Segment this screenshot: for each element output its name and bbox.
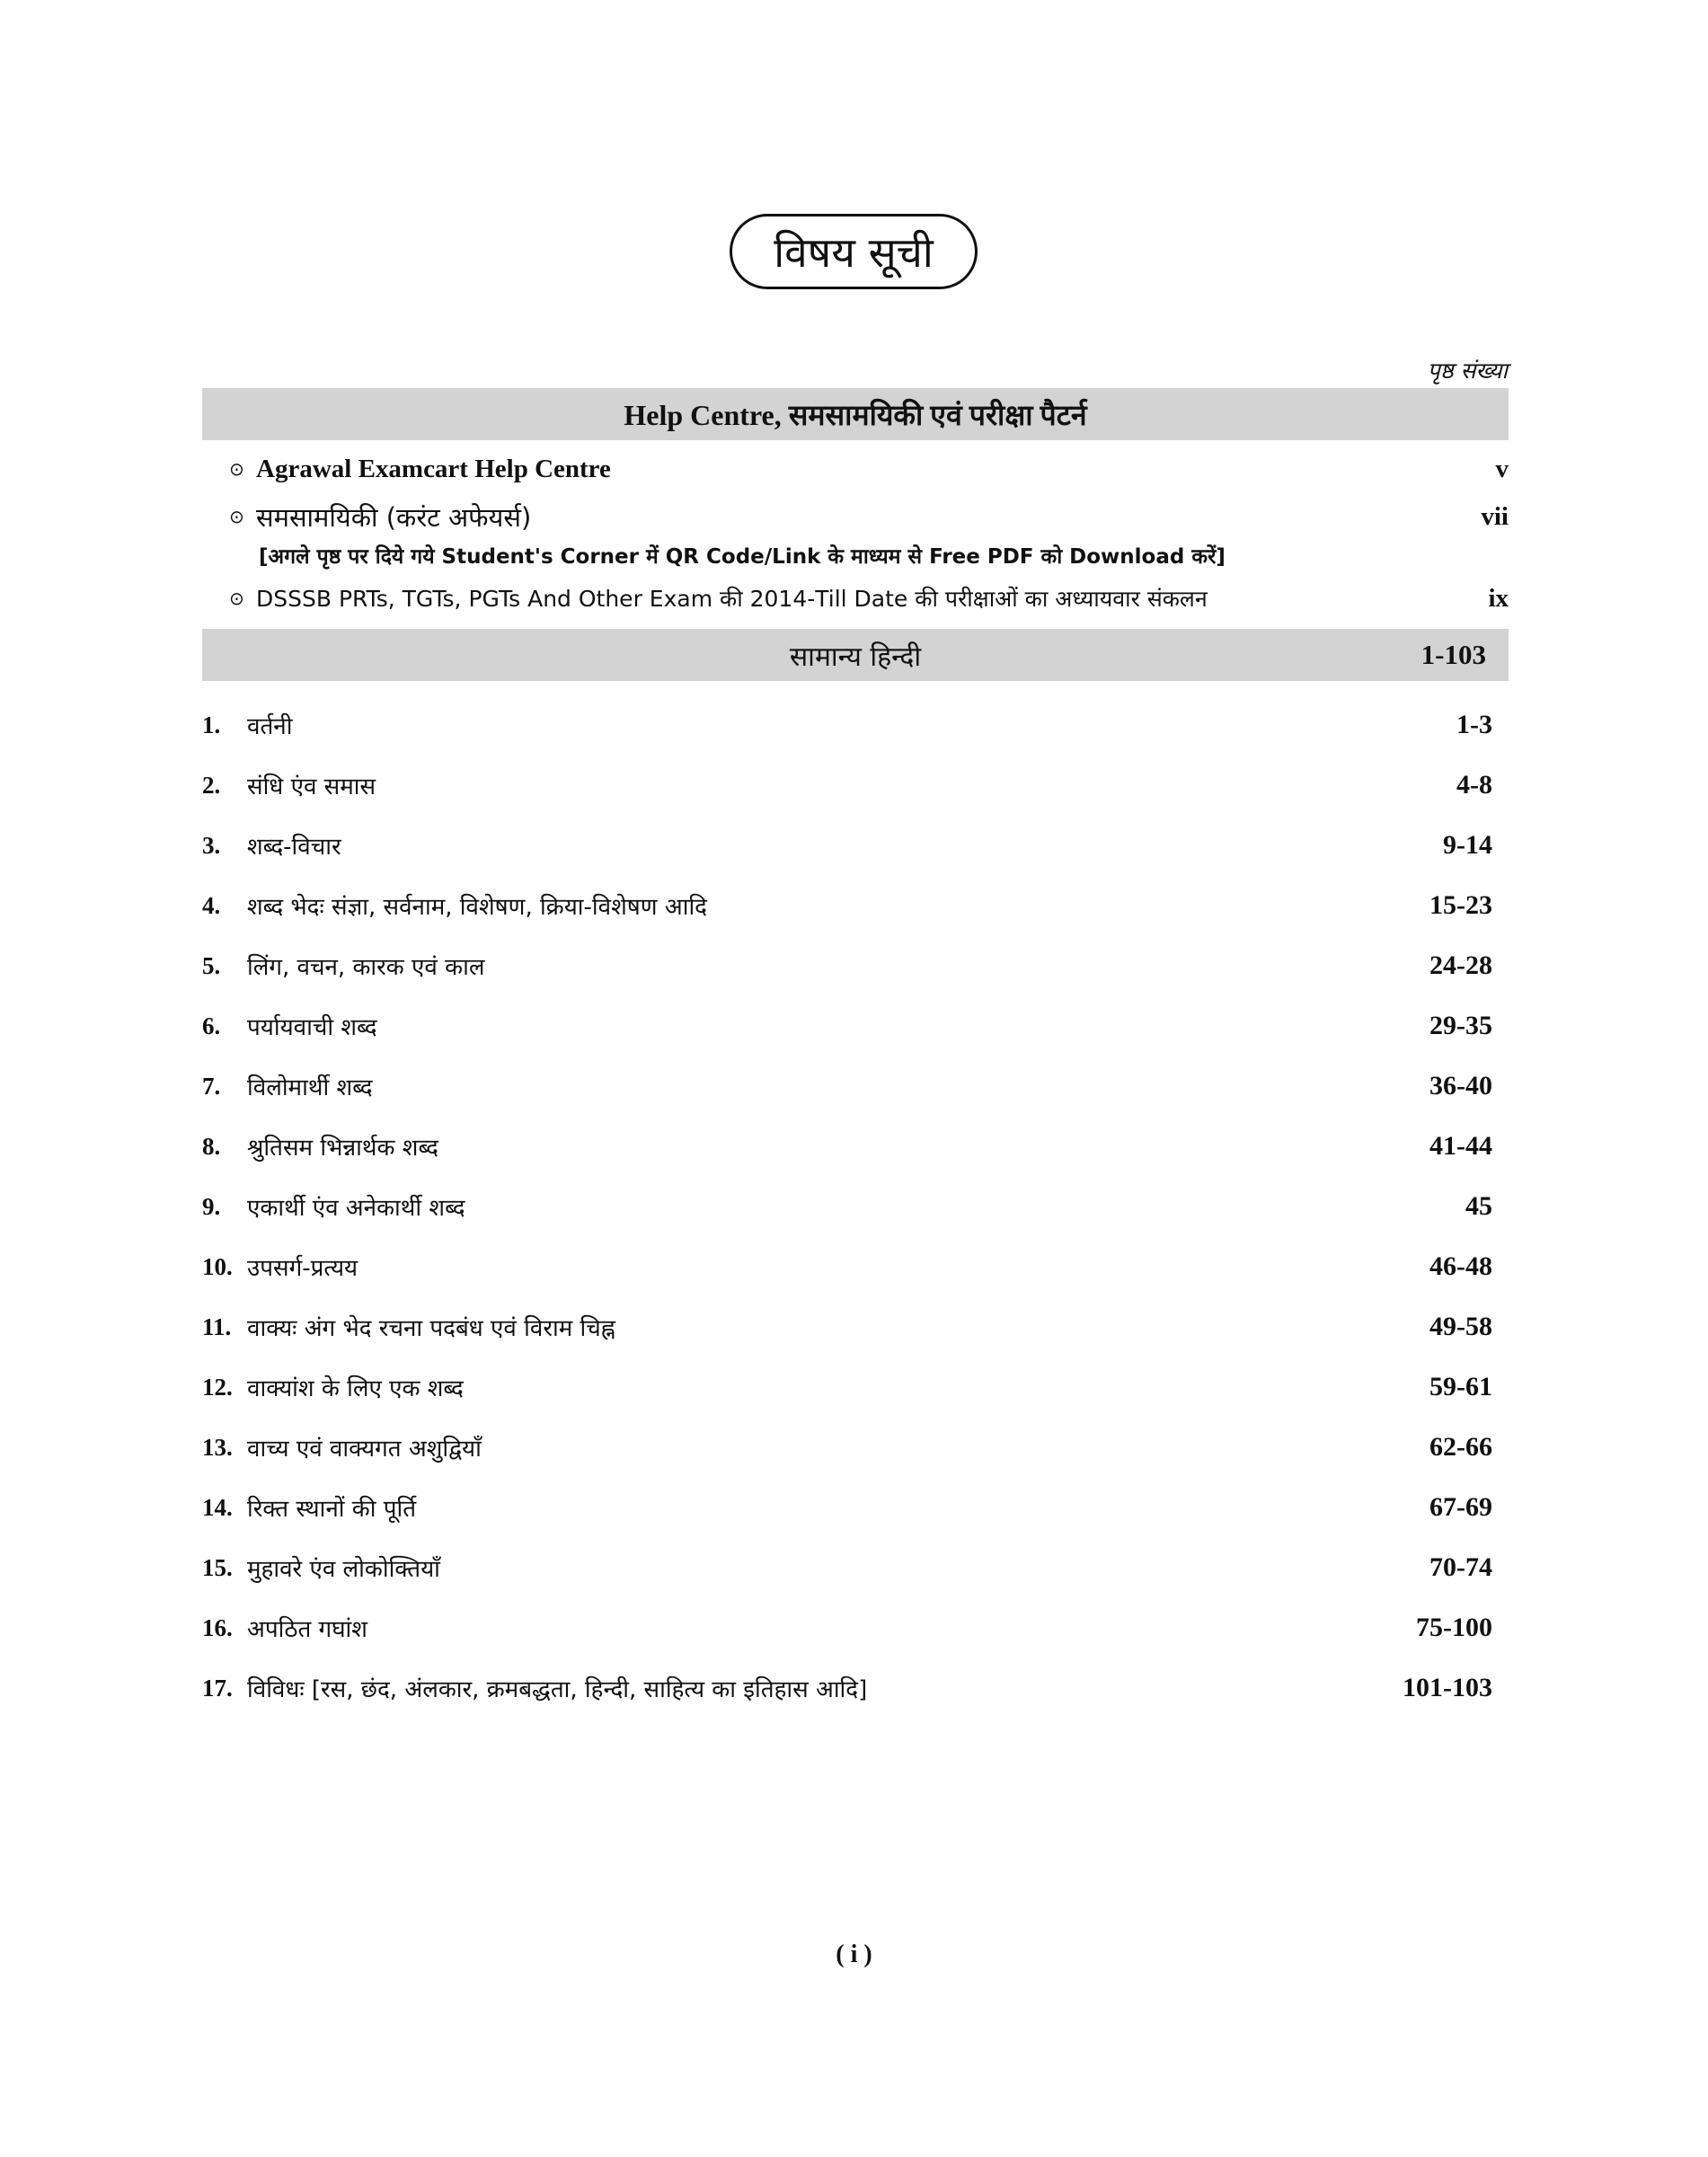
toc-title: लिंग, वचन, कारक एवं काल: [247, 954, 485, 981]
toc-page-range: 29-35: [1429, 1011, 1492, 1040]
toc-row[interactable]: [202, 1066, 1492, 1106]
toc-page-range: 101-103: [1403, 1673, 1492, 1702]
toc-page-range: 70-74: [1429, 1552, 1492, 1582]
toc-row[interactable]: [202, 705, 1492, 745]
toc-number: 15.: [202, 1553, 233, 1581]
toc-row[interactable]: [202, 1247, 1492, 1286]
download-note: [अगले पृष्ठ पर दिये गये Student's Corner में QR Code/Link के माध्यम से Free PDF को Download करें]: [259, 545, 1226, 569]
toc-title: पर्यायवाची शब्द: [247, 1014, 377, 1041]
help-item-page: vii: [1481, 501, 1509, 531]
circle-bullet-icon: ⊙: [229, 458, 244, 480]
toc-number: 13.: [202, 1433, 233, 1461]
page-heading: विषय सूची: [730, 214, 978, 289]
help-item-text: Agrawal Examcart Help Centre: [256, 454, 611, 483]
toc-page-range: 36-40: [1429, 1071, 1492, 1101]
toc-row[interactable]: [202, 946, 1492, 986]
toc-row[interactable]: [202, 1006, 1492, 1046]
toc-page-range: 45: [1465, 1191, 1492, 1221]
section-header-help-centre: [202, 388, 1509, 440]
toc-row[interactable]: [202, 886, 1492, 925]
toc-row[interactable]: [202, 1367, 1492, 1407]
toc-title: वाच्य एवं वाक्यगत अशुद्वियाँ: [247, 1436, 482, 1463]
page-number-column-label: पृष्ठ संख्या: [1427, 358, 1508, 384]
toc-title: मुहावरे एंव लोकोक्तियाँ: [247, 1556, 440, 1583]
toc-title: विविधः [रस, छंद, अंलकार, क्रमबद्धता, हिन्दी, साहित्य का इतिहास आदि]: [247, 1676, 868, 1703]
toc-page-range: 41-44: [1429, 1131, 1492, 1161]
toc-number: 9.: [202, 1192, 221, 1220]
toc-title: संधि एंव समास: [247, 774, 376, 800]
toc-page-range: 67-69: [1429, 1492, 1492, 1522]
page-footer-number: ( i ): [836, 1940, 872, 1968]
toc-row[interactable]: [202, 826, 1492, 865]
toc-page-range: 62-66: [1429, 1432, 1492, 1462]
toc-title: वाक्यांश के लिए एक शब्द: [247, 1375, 464, 1402]
toc-title: रिक्त स्थानों की पूर्ति: [247, 1496, 417, 1523]
section-title: Help Centre, समसामयिकी एवं परीक्षा पैटर्न: [624, 398, 1087, 431]
help-item-text: DSSSB PRTs, TGTs, PGTs And Other Exam की 2014-Till Date की परीक्षाओं का अध्यायवार संकलन: [256, 586, 1208, 612]
circle-bullet-icon: ⊙: [229, 506, 244, 527]
toc-row[interactable]: [202, 1668, 1492, 1708]
help-item-page: ix: [1488, 583, 1509, 613]
toc-title: शब्द भेदः संज्ञा, सर्वनाम, विशेषण, क्रिया-विशेषण आदि: [247, 894, 707, 921]
toc-page-range: 49-58: [1429, 1312, 1492, 1341]
toc-number: 11.: [202, 1313, 232, 1340]
toc-page-range: 46-48: [1429, 1251, 1492, 1281]
toc-number: 2.: [202, 771, 221, 799]
toc-number: 10.: [202, 1252, 233, 1280]
help-item[interactable]: [229, 449, 1509, 489]
toc-page-range: 4-8: [1456, 770, 1492, 800]
toc-row[interactable]: [202, 1127, 1492, 1166]
help-item-text: समसामयिकी (करंट अफेयर्स): [256, 501, 532, 533]
toc-row[interactable]: [202, 1187, 1492, 1226]
toc-row[interactable]: [202, 1608, 1492, 1648]
toc-page-range: 75-100: [1416, 1613, 1492, 1642]
toc-number: 17.: [202, 1674, 233, 1702]
toc-number: 8.: [202, 1132, 221, 1160]
toc-number: 1.: [202, 711, 221, 738]
help-item[interactable]: [229, 579, 1509, 618]
toc-number: 12.: [202, 1373, 233, 1401]
toc-row[interactable]: [202, 1548, 1492, 1587]
toc-title: उपसर्ग-प्रत्यय: [247, 1255, 358, 1282]
toc-number: 14.: [202, 1493, 233, 1521]
toc-page-range: 1-3: [1456, 710, 1492, 739]
toc-page-range: 59-61: [1429, 1372, 1492, 1401]
toc-title: विलोमार्थी शब्द: [247, 1074, 373, 1101]
toc-title: शब्द-विचार: [247, 834, 341, 861]
section-header-general-hindi: [202, 629, 1509, 681]
circle-bullet-icon: ⊙: [229, 588, 244, 609]
toc-number: 3.: [202, 831, 221, 859]
toc-number: 7.: [202, 1072, 221, 1100]
help-item[interactable]: [229, 497, 1509, 536]
toc-number: 16.: [202, 1613, 233, 1641]
toc-row[interactable]: [202, 765, 1492, 805]
toc-number: 4.: [202, 891, 221, 919]
toc-row[interactable]: [202, 1428, 1492, 1467]
toc-number: 5.: [202, 951, 221, 979]
toc-page-range: 9-14: [1443, 830, 1492, 860]
section-page-range: 1-103: [1420, 639, 1486, 670]
toc-title: वाक्यः अंग भेद रचना पदबंध एवं विराम चिह्न: [247, 1315, 615, 1342]
toc-row[interactable]: [202, 1488, 1492, 1527]
help-item-page: v: [1495, 454, 1509, 483]
toc-row[interactable]: [202, 1307, 1492, 1347]
section-title: सामान्य हिन्दी: [789, 641, 922, 673]
toc-number: 6.: [202, 1012, 221, 1039]
toc-title: एकार्थी एंव अनेकार्थी शब्द: [247, 1195, 465, 1222]
toc-title: श्रुतिसम भिन्नार्थक शब्द: [247, 1135, 438, 1162]
toc-title: अपठित गघांश: [247, 1616, 367, 1643]
toc-title: वर्तनी: [247, 713, 293, 740]
toc-page-range: 15-23: [1429, 890, 1492, 920]
toc-page-range: 24-28: [1429, 950, 1492, 980]
